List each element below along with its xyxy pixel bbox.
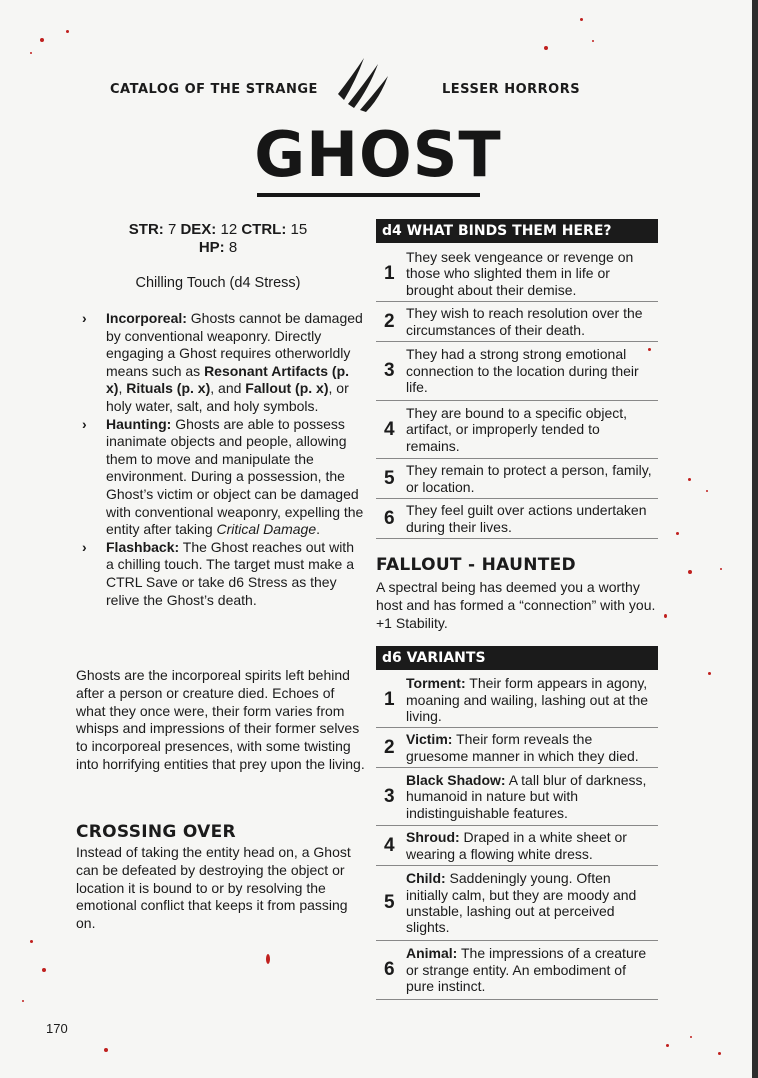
table-row: 3 They had a strong strong emotional connection to the location during their life. [376,342,658,401]
table-row: 2 They wish to reach resolution over the circumstances of their death. [376,302,658,342]
ability-incorporeal: › Incorporeal: Ghosts cannot be damaged by conventional weaponry. Directly engaging a Ghost requires otherworldly means such as Resonant Artifacts (p. x), Rituals (p. x), and Fallout (p. x), or holy water, salt, and holy symbols. [82,310,363,414]
table-row: 6 They feel guilt over actions undertaken during their lives. [376,499,658,539]
table-row: 6 Animal: The impressions of a creature or strange entity. An embodiment of pure instinct. [376,941,658,1000]
ctrl-label: CTRL: [241,221,287,238]
running-header-left: CATALOG OF THE STRANGE [110,82,318,97]
hp-label: HP: [198,239,225,256]
running-header-right: LESSER HORRORS [442,82,581,97]
ability-haunting: › Haunting: Ghosts are able to possess inanimate objects and people, allowing them to move and manipulate the environment. During a possession, the Ghost’s victim or object can be damaged with conventional weaponry, expelling the entity after taking Critical Damage. [82,415,364,538]
table-row: 4 Shroud: Draped in a white sheet or wearing a flowing white dress. [376,826,658,866]
title-underline [257,193,480,197]
binds-table-heading: d4 WHAT BINDS THEM HERE? [376,219,658,243]
fallout-text: A spectral being has deemed you a worthy host and has formed a “connection” with you. +1 Stability. [376,579,656,631]
table-row: 2 Victim: Their form reveals the gruesome manner in which they died. [376,728,658,768]
chevron-right-icon: › [82,310,87,326]
table-row: 3 Black Shadow: A tall blur of darkness, humanoid in nature but with indistinguishable features. [376,768,658,826]
attack-line: Chilling Touch (d4 Stress) [135,275,301,291]
fallout-heading: FALLOUT - HAUNTED [376,555,576,575]
dex-label: DEX: [180,221,217,238]
table-row: 1 They seek vengeance or revenge on those who slighted them in life or brought about their demise. [376,246,658,302]
ability-list [82,310,364,609]
hp-value: 8 [228,239,238,256]
table-row: 5 Child: Saddeningly young. Often initially calm, but they are moody and unstable, lashing out at perceived slights. [376,866,658,941]
str-label: STR: [128,221,164,238]
hp-line [110,239,326,256]
dex-value: 12 [220,221,238,238]
description-paragraph: Ghosts are the incorporeal spirits left behind after a person or creature died. Echoes of what they once were, their form varies from whisps and impressions of their former selves to incorporeal presences, with some twisting into horrifying entities that prey upon the living. [76,667,365,772]
str-value: 7 [167,221,177,238]
crossing-over-heading: CROSSING OVER [76,822,236,842]
table-row: 5 They remain to protect a person, family, or location. [376,459,658,499]
table-row: 1 Torment: Their form appears in agony, moaning and wailing, lashing out at the living. [376,673,658,728]
page-title: GHOST [254,118,502,191]
chevron-right-icon: › [82,415,87,432]
chevron-right-icon: › [82,538,87,555]
ability-flashback: › Flashback: The Ghost reaches out with a chilling touch. The target must make a CTRL Save or take d6 Stress as they relive the Ghost’s death. [82,538,354,608]
claw-marks-icon [334,54,394,112]
crossing-over-text: Instead of taking the entity head on, a Ghost can be defeated by destroying the object or location it is bound to or by resolving the emotional conflict that keeps it from passing on. [76,844,351,932]
stat-line [110,221,326,238]
page-number: 170 [46,1021,68,1036]
ctrl-value: 15 [290,221,308,238]
variants-table-heading: d6 VARIANTS [376,646,658,670]
table-row: 4 They are bound to a specific object, artifact, or improperly tended to remains. [376,401,658,459]
